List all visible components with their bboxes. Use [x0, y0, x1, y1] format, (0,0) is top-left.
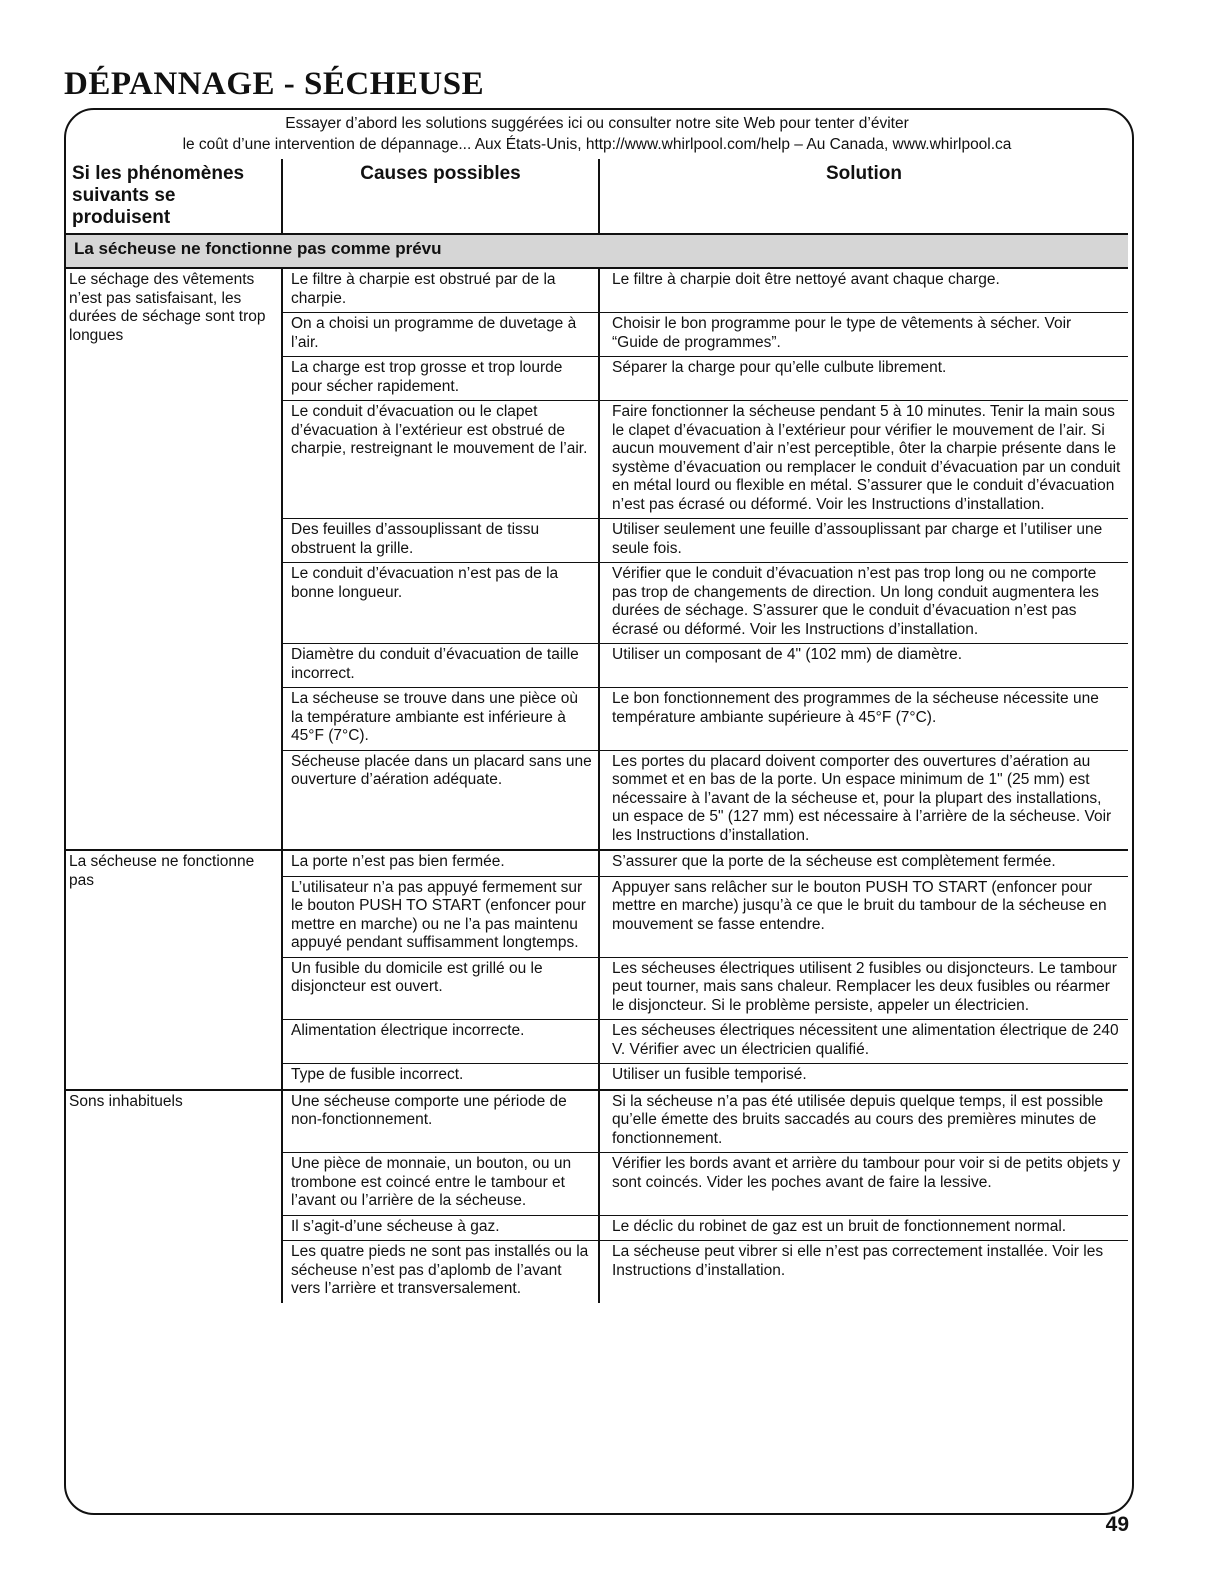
cause-cell: La sécheuse se trouve dans une pièce où la température ambiante est inférieure à 45°F (7°C). — [282, 688, 599, 751]
solution-cell: Appuyer sans relâcher sur le bouton PUSH TO START (enfoncer pour mettre en marche) jusqu’à ce que le bruit du tambour de la sécheuse en mouvement se fasse entendre. — [599, 876, 1128, 957]
section-title: La sécheuse ne fonctionne pas comme prévu — [66, 234, 1128, 268]
header-causes: Causes possibles — [282, 159, 599, 234]
solution-cell: Le déclic du robinet de gaz est un bruit de fonctionnement normal. — [599, 1215, 1128, 1241]
solution-cell: Utiliser un composant de 4" (102 mm) de diamètre. — [599, 644, 1128, 688]
cause-cell: Les quatre pieds ne sont pas installés ou la sécheuse n’est pas d’aplomb de l’avant vers l’arrière et transversalement. — [282, 1241, 599, 1303]
intro-text — [66, 113, 1128, 155]
solution-cell: Si la sécheuse n’a pas été utilisée depuis quelque temps, il est possible qu’elle émette des bruits saccadés au cours des premières minutes de fonctionnement. — [599, 1090, 1128, 1153]
cause-cell: On a choisi un programme de duvetage à l’air. — [282, 313, 599, 357]
symptom-cell: La sécheuse ne fonctionne pas — [66, 850, 282, 1090]
symptom-cell: Sons inhabituels — [66, 1090, 282, 1303]
cause-cell: Le filtre à charpie est obstrué par de la charpie. — [282, 268, 599, 313]
solution-cell: Les sécheuses électriques nécessitent une alimentation électrique de 240 V. Vérifier avec un électricien qualifié. — [599, 1020, 1128, 1064]
solution-cell: Utiliser un fusible temporisé. — [612, 1066, 807, 1083]
cause-cell: Alimentation électrique incorrecte. — [282, 1020, 599, 1064]
cause-cell: Une pièce de monnaie, un bouton, ou un trombone est coincé entre le tambour et l’avant ou l’arrière de la sécheuse. — [282, 1153, 599, 1216]
solution-cell: Vérifier que le conduit d’évacuation n’est pas trop long ou ne comporte pas trop de changements de direction. Un long conduit augmentera les durées de séchage. S’assurer que le conduit d’évacuation n’est pas écrasé ou déformé. Voir les Instructions d’installation. — [599, 563, 1128, 644]
table-row — [66, 850, 1128, 876]
table-row — [66, 1090, 1128, 1153]
solution-cell: Les portes du placard doivent comporter des ouvertures d’aération au sommet et en bas de la porte. Un espace minimum de 1" (25 mm) est nécessaire à l’avant de la sécheuse et, pour la plupart des installations, un espace de 5" (127 mm) est nécessaire à l’arrière de la sécheuse. Voir les Instructions d’installation. — [612, 752, 1112, 844]
intro-line: le coût d’une intervention de dépannage... Aux États-Unis, http://www.whirlpool.com/help – Au Canada, www.whirlpool.ca — [182, 136, 1012, 153]
solution-cell: Utiliser seulement une feuille d’assouplissant par charge et l’utiliser une seule fois. — [599, 519, 1128, 563]
symptom-cell: Le séchage des vêtements n’est pas satisfaisant, les durées de séchage sont trop longues — [66, 268, 282, 850]
cause-cell: Un fusible du domicile est grillé ou le disjoncteur est ouvert. — [282, 957, 599, 1020]
cause-cell: La porte n’est pas bien fermée. — [282, 850, 599, 876]
cause-cell: Type de fusible incorrect. — [282, 1064, 599, 1090]
cause-cell: Diamètre du conduit d’évacuation de taille incorrect. — [282, 644, 599, 688]
troubleshooting-table — [66, 159, 1128, 1303]
solution-cell: La sécheuse peut vibrer si elle n’est pas correctement installée. Voir les Instructions d’installation. — [612, 1243, 1104, 1279]
header-solution: Solution — [599, 159, 1128, 234]
cause-cell: Il s’agit-d’une sécheuse à gaz. — [282, 1215, 599, 1241]
solution-cell: Le filtre à charpie doit être nettoyé avant chaque charge. — [599, 268, 1128, 313]
intro-line: Essayer d’abord les solutions suggérées ici ou consulter notre site Web pour tenter d’éviter — [285, 115, 909, 132]
solution-cell: Séparer la charge pour qu’elle culbute librement. — [599, 357, 1128, 401]
cause-cell: Des feuilles d’assouplissant de tissu obstruent la grille. — [282, 519, 599, 563]
page-title: DÉPANNAGE - SÉCHEUSE — [64, 66, 485, 102]
cause-cell: Sécheuse placée dans un placard sans une ouverture d’aération adéquate. — [282, 750, 599, 850]
cause-cell: La charge est trop grosse et trop lourde pour sécher rapidement. — [282, 357, 599, 401]
solution-cell: S’assurer que la porte de la sécheuse est complètement fermée. — [599, 850, 1128, 876]
solution-cell: Vérifier les bords avant et arrière du tambour pour voir si de petits objets y sont coincés. Vider les poches avant de faire la lessive. — [599, 1153, 1128, 1216]
cause-cell: Le conduit d’évacuation n’est pas de la bonne longueur. — [282, 563, 599, 644]
solution-cell: Faire fonctionner la sécheuse pendant 5 à 10 minutes. Tenir la main sous le clapet d’évacuation à l’extérieur pour vérifier le mouvement de l’air. Si aucun mouvement d’air n’est perceptible, ôter la charpie présente dans le système d’évacuation ou remplacer le conduit d’évacuation par un conduit en métal lourd ou flexible en métal. S’assurer que le conduit d’évacuation n’est pas écrasé ou déformé. Voir les Instructions d’installation. — [599, 401, 1128, 519]
solution-cell: Le bon fonctionnement des programmes de la sécheuse nécessite une température ambiante supérieure à 45°F (7°C). — [599, 688, 1128, 751]
table-row — [66, 268, 1128, 313]
solution-cell: Les sécheuses électriques utilisent 2 fusibles ou disjoncteurs. Le tambour peut tourner, mais sans chaleur. Remplacer les deux fusibles ou réarmer le disjoncteur. Si le problème persiste, appeler un électricien. — [599, 957, 1128, 1020]
cause-cell: Le conduit d’évacuation ou le clapet d’évacuation à l’extérieur est obstrué de charpie, restreignant le mouvement de l’air. — [282, 401, 599, 519]
header-symptom: Si les phénomènes suivants se produisent — [66, 159, 282, 234]
solution-cell: Choisir le bon programme pour le type de vêtements à sécher. Voir “Guide de programmes”. — [599, 313, 1128, 357]
page-number: 49 — [1105, 1513, 1129, 1536]
cause-cell: Une sécheuse comporte une période de non-fonctionnement. — [282, 1090, 599, 1153]
cause-cell: L’utilisateur n’a pas appuyé fermement sur le bouton PUSH TO START (enfoncer pour mettre en marche) ou ne l’a pas maintenu appuyé pendant suffisamment longtemps. — [282, 876, 599, 957]
